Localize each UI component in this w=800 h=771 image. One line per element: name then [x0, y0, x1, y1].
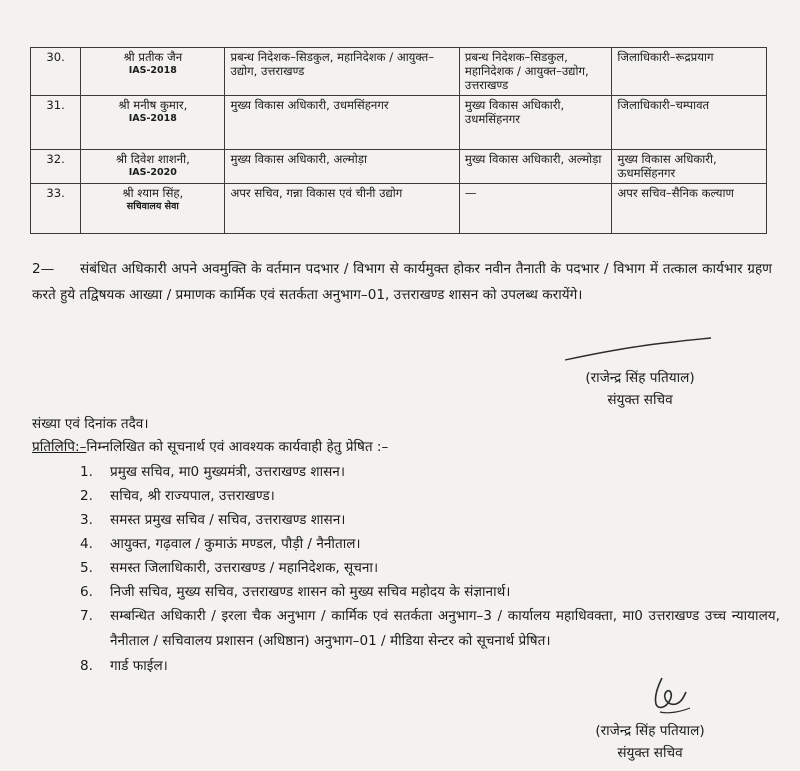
officer-name: श्री मनीष कुमार,: [118, 98, 188, 112]
item-number: 2.: [80, 488, 93, 504]
item-text: प्रमुख सचिव, मा0 मुख्यमंत्री, उत्तराखण्ड शासन।: [110, 464, 345, 480]
item-text: निजी सचिव, मुख्य सचिव, उत्तराखण्ड शासन को मुख्य सचिव महोदय के संज्ञानार्थ।: [110, 584, 511, 600]
officer-name: श्री श्याम सिंह,: [122, 186, 184, 200]
officer-name-cell: [81, 184, 225, 234]
officer-name-cell: [81, 48, 225, 96]
officer-name: श्री दिवेश शाशनी,: [115, 152, 190, 166]
table-row: [31, 48, 767, 96]
item-text: आयुक्त, गढ़वाल / कुमाऊं मण्डल, पौड़ी / नैनीताल।: [110, 536, 361, 552]
relieved-from-posting: प्रबन्ध निदेशक–सिडकुल, महानिदेशक / आयुक्त–उद्योग, उत्तराखण्ड: [459, 48, 612, 96]
copy-heading: [32, 436, 388, 458]
current-posting: अपर सचिव, गन्ना विकास एवं चीनी उद्योग: [225, 184, 459, 234]
item-text: सचिव, श्री राज्यपाल, उत्तराखण्ड।: [110, 488, 275, 504]
new-posting: अपर सचिव–सैनिक कल्याण: [612, 184, 767, 234]
officer-service: IAS-2018: [128, 65, 177, 76]
signature-block-2: [565, 720, 735, 764]
paragraph-2: [32, 256, 772, 308]
list-item: [80, 484, 780, 508]
copy-heading-text: निम्नलिखित को सूचनार्थ एवं आवश्यक कार्यवाही हेतु प्रेषित :–: [86, 439, 389, 455]
officer-service: IAS-2018: [128, 113, 177, 124]
reference-line: संख्या एवं दिनांक तदैव।: [32, 416, 149, 432]
copy-prefix: प्रतिलिपि:–: [32, 439, 87, 455]
signature-block-1: [555, 367, 725, 411]
item-text: गार्ड फाईल।: [110, 658, 168, 674]
serial-number: 32.: [31, 150, 81, 184]
signature-mark: [640, 672, 700, 720]
new-posting: जिलाधिकारी–रूद्रप्रयाग: [612, 48, 767, 96]
officer-name-cell: [81, 96, 225, 150]
item-number: 3.: [80, 512, 93, 528]
list-item: [80, 508, 780, 532]
table-row: [31, 96, 767, 150]
item-text: सम्बन्धित अधिकारी / इरला चैक अनुभाग / कार्मिक एवं सतर्कता अनुभाग–3 / कार्यालय महाधिवक्ता, मा0 उत्तराखण्ड उच्च न्यायालय, नैनीताल / सचिवालय प्रशासन (अधिष्ठान) अनुभाग–01 / मीडिया सेन्टर को सूचनार्थ प्रेषित।: [110, 608, 780, 649]
item-text: समस्त प्रमुख सचिव / सचिव, उत्तराखण्ड शासन।: [110, 512, 346, 528]
new-posting: जिलाधिकारी–चम्पावत: [612, 96, 767, 150]
item-text: समस्त जिलाधिकारी, उत्तराखण्ड / महानिदेशक, सूचना।: [110, 560, 379, 576]
signatory-name: (राजेन्द्र सिंह पतियाल): [585, 370, 695, 386]
new-posting: मुख्य विकास अधिकारी, ऊधमसिंहनगर: [612, 150, 767, 184]
item-number: 6.: [80, 584, 93, 600]
signatory-title: संयुक्त सचिव: [607, 392, 673, 408]
signatory-name: (राजेन्द्र सिंह पतियाल): [595, 723, 705, 739]
item-number: 7.: [80, 608, 93, 624]
officer-service: सचिवालय सेवा: [126, 201, 179, 212]
copy-list: [80, 460, 780, 678]
paragraph-number: 2—: [32, 261, 55, 277]
paragraph-text: संबंधित अधिकारी अपने अवमुक्ति के वर्तमान पदभार / विभाग से कार्यमुक्त होकर नवीन तैनाती के पदभार / विभाग में तत्काल कार्यभार ग्रहण करते हुये तद्विषयक आख्या / प्रमाणक कार्मिक एवं सतर्कता अनुभाग–01, उत्तराखण्ड शासन को उपलब्ध करायेंगे।: [32, 261, 772, 303]
officer-name-cell: [81, 150, 225, 184]
postings-table: [30, 47, 767, 234]
relieved-from-posting: मुख्य विकास अधिकारी, उधमसिंहनगर: [459, 96, 612, 150]
current-posting: प्रबन्ध निदेशक–सिडकुल, महानिदेशक / आयुक्त–उद्योग, उत्तराखण्ड: [225, 48, 459, 96]
item-number: 1.: [80, 464, 93, 480]
list-item: [80, 580, 780, 604]
serial-number: 33.: [31, 184, 81, 234]
item-number: 4.: [80, 536, 93, 552]
list-item: [80, 532, 780, 556]
list-item: [80, 604, 780, 654]
current-posting: मुख्य विकास अधिकारी, अल्मोड़ा: [225, 150, 459, 184]
list-item: [80, 460, 780, 484]
item-number: 5.: [80, 560, 93, 576]
serial-number: 30.: [31, 48, 81, 96]
item-number: 8.: [80, 658, 93, 674]
signatory-title: संयुक्त सचिव: [617, 745, 683, 761]
serial-number: 31.: [31, 96, 81, 150]
relieved-from-posting: —: [459, 184, 612, 234]
officer-service: IAS-2020: [128, 167, 177, 178]
table-row: [31, 150, 767, 184]
current-posting: मुख्य विकास अधिकारी, उधमसिंहनगर: [225, 96, 459, 150]
relieved-from-posting: मुख्य विकास अधिकारी, अल्मोड़ा: [459, 150, 612, 184]
list-item: [80, 556, 780, 580]
officer-name: श्री प्रतीक जैन: [123, 50, 183, 64]
table-row: [31, 184, 767, 234]
signature-stroke: [563, 336, 713, 366]
